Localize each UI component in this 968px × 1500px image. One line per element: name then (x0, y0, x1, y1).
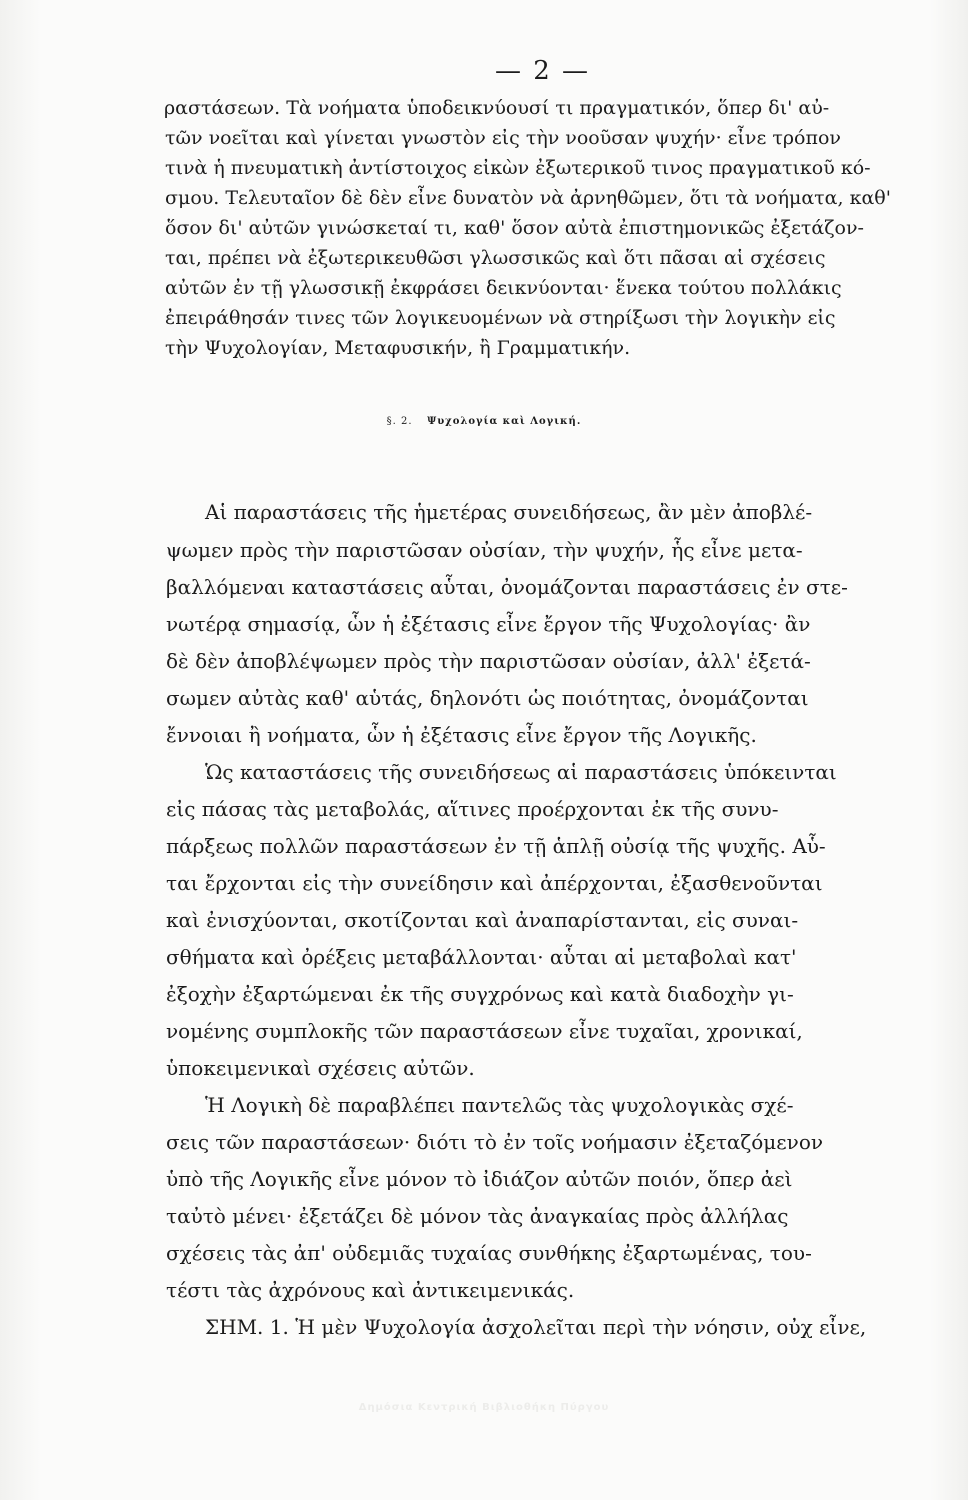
text-line: σεις τῶν παραστάσεων· διότι τὸ ἐν τοῖς νοήμασιν ἐξεταζόμενον (166, 1130, 824, 1154)
text-line: εἰς πάσας τὰς μεταβολάς, αἵτινες προέρχονται ἐκ τῆς συνυ- (166, 797, 779, 821)
text-line: Αἱ παραστάσεις τῆς ἡμετέρας συνειδήσεως, ἂν μὲν ἀποβλέ- (205, 500, 813, 524)
text-line: νωτέρᾳ σημασίᾳ, ὧν ἡ ἐξέτασις εἶνε ἔργον τῆς Ψυχολογίας· ἂν (166, 612, 811, 636)
text-line: καὶ ἐνισχύονται, σκοτίζονται καὶ ἀναπαρίστανται, εἰς συναι- (166, 908, 799, 932)
text-line: πάρξεως πολλῶν παραστάσεων ἐν τῇ ἁπλῇ οὐσίᾳ τῆς ψυχῆς. Αὗ- (166, 834, 826, 858)
text-line: τὴν Ψυχολογίαν, Μεταφυσικήν, ἢ Γραμματικήν. (165, 337, 631, 359)
text-line: ΣΗΜ. 1. Ἡ μὲν Ψυχολογία ἀσχολεῖται περὶ τὴν νόησιν, οὐχ εἶνε, (205, 1315, 867, 1339)
text-line: ἔννοιαι ἢ νοήματα, ὧν ἡ ἐξέτασις εἶνε ἔργον τῆς Λογικῆς. (166, 723, 757, 747)
text-line: ται ἔρχονται εἰς τὴν συνείδησιν καὶ ἀπέρχονται, ἐξασθενοῦνται (166, 871, 823, 895)
text-line: Ἡ Λογικὴ δὲ παραβλέπει παντελῶς τὰς ψυχολογικὰς σχέ- (205, 1093, 794, 1117)
text-line: τῶν νοεῖται καὶ γίνεται γνωστὸν εἰς τὴν νοοῦσαν ψυχήν· εἶνε τρόπον (165, 127, 841, 149)
text-line: δὲ δὲν ἀποβλέψωμεν πρὸς τὴν παριστῶσαν οὐσίαν, ἀλλ' ἐξετά- (166, 649, 811, 673)
text-line: ἐξοχὴν ἐξαρτώμεναι ἐκ τῆς συγχρόνως καὶ κατὰ διαδοχὴν γι- (166, 982, 794, 1006)
text-line: νομένης συμπλοκῆς τῶν παραστάσεων εἶνε τυχαῖαι, χρονικαί, (166, 1019, 803, 1043)
section-title: Ψυχολογία καὶ Λογική. (427, 416, 582, 427)
text-line: ραστάσεων. Τὰ νοήματα ὑποδεικνύουσί τι πραγματικόν, ὅπερ δι' αὐ- (164, 97, 830, 119)
text-line: ψωμεν πρὸς τὴν παριστῶσαν οὐσίαν, τὴν ψυχήν, ἧς εἶνε μετα- (166, 538, 803, 562)
text-line: τινὰ ἡ πνευματικὴ ἀντίστοιχος εἰκὼν ἐξωτερικοῦ τινος πραγματικοῦ κό- (165, 157, 871, 179)
text-line: σωμεν αὐτὰς καθ' αὑτάς, δηλονότι ὡς ποιότητας, ὀνομάζονται (166, 686, 809, 710)
text-line: ταὐτὸ μένει· ἐξετάζει δὲ μόνον τὰς ἀναγκαίας πρὸς ἀλλήλας (166, 1204, 789, 1228)
section-heading (0, 416, 968, 427)
text-line: σμου. Τελευταῖον δὲ δὲν εἶνε δυνατὸν νὰ ἀρνηθῶμεν, ὅτι τὰ νοήματα, καθ' (165, 187, 891, 209)
text-line: ται, πρέπει νὰ ἐξωτερικευθῶσι γλωσσικῶς καὶ ὅτι πᾶσαι αἱ σχέσεις (165, 247, 826, 269)
text-line: ὑπὸ τῆς Λογικῆς εἶνε μόνον τὸ ἰδιάζον αὐτῶν ποιόν, ὅπερ ἀεὶ (166, 1167, 793, 1191)
text-line: τέστι τὰς ἀχρόνους καὶ ἀντικειμενικάς. (166, 1278, 575, 1302)
text-line: βαλλόμεναι καταστάσεις αὗται, ὀνομάζονται παραστάσεις ἐν στε- (166, 575, 848, 599)
text-line: σθήματα καὶ ὀρέξεις μεταβάλλονται· αὗται αἱ μεταβολαὶ κατ' (166, 945, 797, 969)
text-line: σχέσεις τὰς ἀπ' οὐδεμιᾶς τυχαίας συνθήκης ἐξαρτωμένας, του- (166, 1241, 812, 1265)
text-line: ἐπειράθησάν τινες τῶν λογικευομένων νὰ στηρίξωσι τὴν λογικὴν εἰς (165, 307, 836, 329)
text-line: ὅσον δι' αὐτῶν γινώσκεταί τι, καθ' ὅσον αὐτὰ ἐπιστημονικῶς ἐξετάζον- (165, 217, 864, 239)
library-watermark: Δημόσια Κεντρική Βιβλιοθήκη Πύργου (358, 1402, 610, 1413)
page-number: — 2 — (494, 56, 591, 86)
text-line: Ὡς καταστάσεις τῆς συνειδήσεως αἱ παραστάσεις ὑπόκεινται (205, 760, 837, 784)
text-line: αὐτῶν ἐν τῇ γλωσσικῇ ἐκφράσει δεικνύονται· ἕνεκα τούτου πολλάκις (165, 277, 842, 299)
section-number: §. 2. (386, 416, 413, 427)
text-line: ὑποκειμενικαὶ σχέσεις αὐτῶν. (166, 1056, 475, 1080)
